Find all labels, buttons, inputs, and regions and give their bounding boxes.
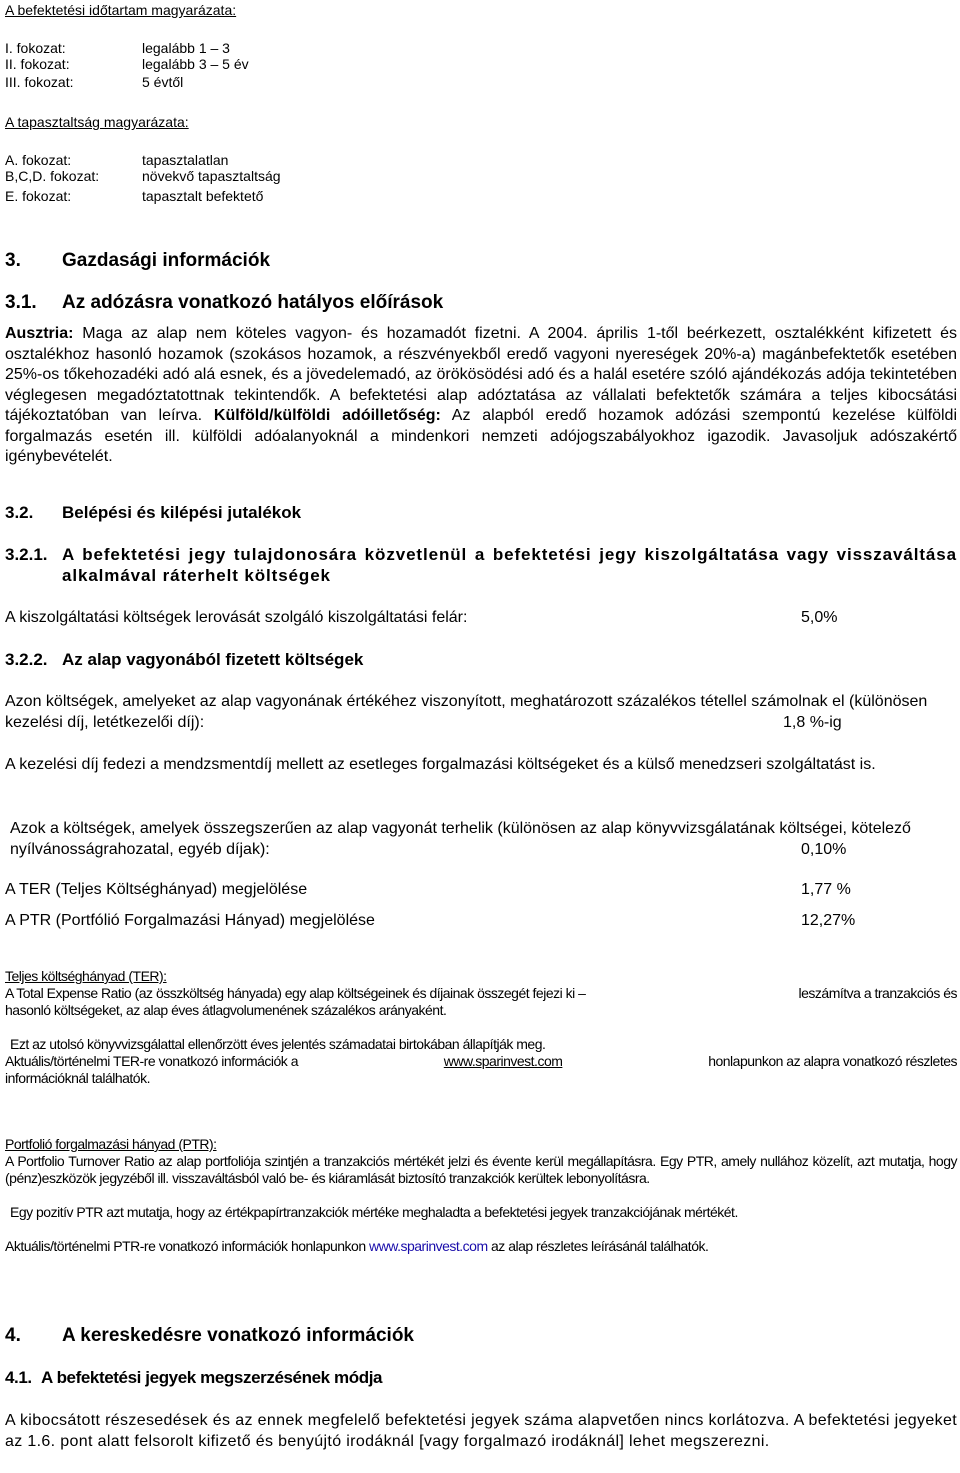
experience-value: tapasztalatlan	[142, 152, 229, 168]
fee-value: 1,8 %-ig	[783, 714, 842, 731]
fee-label: A kiszolgáltatási költségek lerovását szolgáló kiszolgáltatási felár:	[5, 609, 468, 626]
experience-title: A tapasztaltság magyarázata:	[5, 114, 189, 130]
experience-label: B,C,D. fokozat:	[5, 168, 100, 184]
tax-lead: Ausztria:	[5, 325, 74, 342]
management-note: A kezelési díj fedezi a mendzsmentdíj mellett az esetleges forgalmazási költségeket és a külső menedzseri szolgáltatást is.	[5, 756, 876, 773]
tax-paragraph: Ausztria: Maga az alap nem köteles vagyon- és hozamadót fizetni. A 2004. április 1-től beérkezett, osztalékként kifizetett és osztalékhoz hasonló hozamok (szokásos hozamok, a részvényekből eredő vagyoni nyereségek 20%-a) magánbefektetők esetében 25%-os tőkehozadéki adó alá esnek, és a jövedelemadó, az örökösödési adó és a halál esetére szóló ajándékozás adója tekintetében véglegesen megadóztatottnak tekintendők. A befektetési alap adóztatása az vállalati befektetők számára a teljes kibocsátási tájékoztatóban van leírva. Külföld/külföldi adóilletőség: Az alapból eredő hozamok adózási szempontú kezelése külföldi forgalmazás esetén ill. külföldi adóalanyoknál a mindenkori nemzeti adójogszabályokhoz igazodik. Javasoljuk adószakértő igénybevételét.	[5, 325, 957, 465]
ptr-title: Portfolió forgalmazási hányad (PTR):	[5, 1136, 217, 1152]
ter-explanation: Teljes költséghányad (TER): A Total Expense Ratio (az összköltség hányada) egy alap költségeinek és díjainak összegét fejezi ki – leszámítva a tranzakciós és hasonló költségeket, az alap éves átlagvolumenének százalékos arányaként. Ezt az utolsó könyvvizsgálattal ellenőrzött éves jelentés számadatai birtokában állapítják meg. Aktuális/történelmi TER-re vonatkozó információk a www.sparinvest.com honlapunkon az alapra vonatkozó részletes információknál találhatók.	[5, 968, 957, 1086]
section-heading: 3.2. Belépési és kilépési jutalékok	[5, 503, 302, 522]
section-heading: 4. A kereskedésre vonatkozó információk	[5, 1325, 414, 1346]
tax-lead-foreign: Külföld/külföldi adóilletőség:	[213, 407, 441, 424]
fee3-block: Azok a költségek, amelyek összegszerűen az alap vagyonát terhelik (különösen az alap könyvvizsgálatának költségei, kötelező nyílvánosságrahozatal, egyéb díjak): 0,10%	[10, 820, 911, 858]
section-heading: 3.1. Az adózásra vonatkozó hatályos előírások	[5, 292, 444, 313]
ptr-value: 12,27%	[801, 912, 856, 929]
section-heading-321: 3.2.1. A befektetési jegy tulajdonosára közvetlenül a befektetési jegy kiszolgáltatása vagy visszaváltása alkalmával ráterhelt költségek	[5, 545, 957, 585]
fee-row	[5, 609, 957, 629]
section-heading: 3.2.2. Az alap vagyonából fizetett költségek	[5, 650, 364, 669]
ptr-row: A PTR (Portfólió Forgalmazási Hányad) megjelölése 12,27%	[5, 912, 856, 929]
fee-value: 0,10%	[801, 841, 847, 858]
term-row	[5, 74, 957, 94]
ter-value: 1,77 %	[801, 881, 851, 898]
term-label: II. fokozat:	[5, 56, 70, 72]
fee2-block: Azon költségek, amelyeket az alap vagyonának értékéhez viszonyított, meghatározott százalékos tétellel számolnak el (különösen kezelési díj, letétkezelői díj): 1,8 %-ig	[5, 693, 928, 731]
ptr-explanation: Portfolió forgalmazási hányad (PTR): A Portfolio Turnover Ratio az alap portfoliója szintjén a tranzakciós mértékét jelzi és évente kerül megállapításra. Egy PTR, amely nullához közelít, azt mutatja, hogy (pénz)eszközök jegyzéből ill. visszaváltásból való be- és kiáramlását biztosító tranzakciók kerültek lebonyolításra. Egy pozitív PTR azt mutatja, hogy az értékpapírtranzakciók mértéke meghaladta a befektetési jegyek tranzakciójának mértékét. Aktuális/történelmi PTR-re vonatkozó információk honlapunkon www.sparinvest.com az alap részletes leírásánál találhatók.	[5, 1136, 957, 1254]
fee-value: 5,0%	[801, 609, 838, 626]
term-value: legalább 3 – 5 év	[142, 56, 249, 72]
term-row	[5, 56, 957, 76]
ter-title: Teljes költséghányad (TER):	[5, 968, 167, 984]
experience-label: A. fokozat:	[5, 152, 72, 168]
experience-row	[5, 168, 957, 188]
section-heading: 4.1. A befektetési jegyek megszerzésének módja	[5, 1368, 383, 1387]
term-label: III. fokozat:	[5, 74, 74, 90]
term-title: A befektetési időtartam magyarázata:	[5, 2, 237, 18]
term-label: I. fokozat:	[5, 40, 66, 56]
sparinvest-link[interactable]: www.sparinvest.com	[369, 1238, 488, 1254]
acquisition-paragraph: A kibocsátott részesedések és az ennek megfelelő befektetési jegyek száma alapvetően nincs korlátozva. A befektetési jegyeket az 1.6. pont alatt felsorolt kifizető és benyújtó irodáknál [vagy forgalmazó irodáknál] lehet megszerezni.	[5, 1412, 957, 1450]
ter-row: A TER (Teljes Költséghányad) megjelölése 1,77 %	[5, 881, 851, 898]
experience-value: növekvő tapasztaltság	[142, 168, 281, 184]
sparinvest-link[interactable]: www.sparinvest.com	[443, 1053, 563, 1069]
term-value: 5 évtől	[142, 74, 184, 90]
term-value: legalább 1 – 3	[142, 40, 230, 56]
experience-row	[5, 188, 957, 208]
experience-value: tapasztalt befektető	[142, 188, 264, 204]
section-heading: 3. Gazdasági információk	[5, 250, 271, 271]
experience-label: E. fokozat:	[5, 188, 72, 204]
